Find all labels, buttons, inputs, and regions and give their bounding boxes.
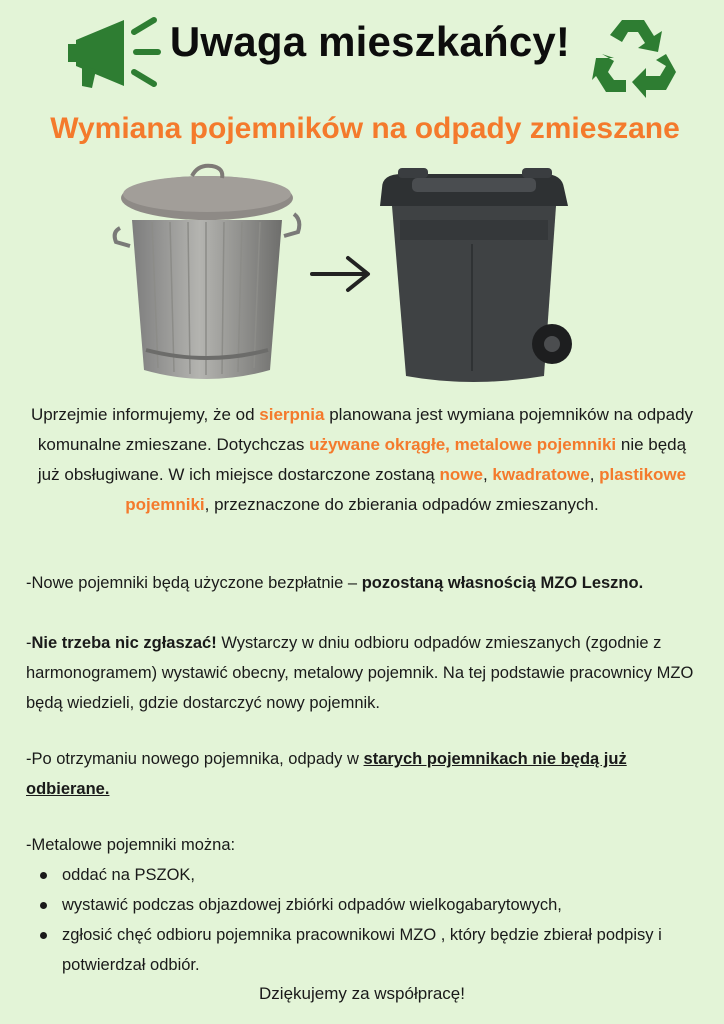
intro-text-1: Uprzejmie informujemy, że od [30, 405, 260, 424]
intro-highlight-old-bins: używane okrągłe, metalowe pojemniki [309, 435, 617, 454]
point-metal-bins [26, 830, 702, 980]
intro-text-5: , [589, 465, 600, 484]
plastic-bin-image [372, 166, 576, 392]
intro-text-4: , [482, 465, 493, 484]
point-2-bold: Nie trzeba nic zgłaszać! [31, 634, 217, 652]
intro-highlight-square: kwadratowe [492, 465, 590, 484]
list-item: wystawić podczas objazdowej zbiórki odpadów wielkogabarytowych, [62, 890, 702, 920]
intro-highlight-plastic: plastikowe pojemniki [125, 465, 687, 514]
point-2-text: Wystarczy w dniu odbioru odpadów zmieszanych (zgodnie z harmonogramem) wystawić obecny, metalowy pojemnik. Na tej podstawie pracownicy MZO będą wiedzieli, gdzie dostarczyć nowy pojemnik. [26, 634, 694, 712]
megaphone-icon [62, 14, 162, 90]
thanks-text: Dziękujemy za współpracę! [259, 984, 465, 1003]
page-title: Uwaga mieszkańcy! [169, 18, 571, 65]
arrow-right-icon [308, 252, 374, 296]
intro-highlight-new: nowe [439, 465, 483, 484]
point-no-report [26, 628, 702, 718]
intro-text-2: planowana jest wymiana pojemników na odpady komunalne zmieszane. Dotychczas [37, 405, 694, 454]
intro-text-6: , przeznaczone do zbierania odpadów zmieszanych. [204, 495, 599, 514]
page-subtitle: Wymiana pojemników na odpady zmieszane [50, 112, 680, 145]
metal-bins-options-list [26, 860, 702, 980]
header [0, 0, 724, 100]
list-item: zgłosić chęć odbioru pojemnika pracownikowi MZO , który będzie zbierał podpisy i potwierdzał odbiór. [62, 920, 702, 980]
point-1-text: -Nowe pojemniki będą użyczone bezpłatnie – [26, 574, 362, 592]
point-free-bins [26, 568, 702, 598]
intro-highlight-month: sierpnia [259, 405, 325, 424]
intro-paragraph [30, 400, 694, 520]
point-2-dash: - [26, 634, 32, 652]
point-old-bins [26, 744, 702, 804]
metal-bin-image [112, 162, 302, 390]
point-4-heading: -Metalowe pojemniki można: [26, 836, 236, 854]
list-item: oddać na PSZOK, [62, 860, 702, 890]
point-3-text: -Po otrzymaniu nowego pojemnika, odpady w [26, 750, 364, 768]
point-3-underlined: starych pojemnikach nie będą już odbierane. [26, 750, 627, 798]
intro-text-3: nie będą już obsługiwane. W ich miejsce dostarczone zostaną [37, 435, 687, 484]
recycle-icon [592, 14, 680, 98]
point-1-bold: pozostaną własnością MZO Leszno. [361, 574, 644, 592]
